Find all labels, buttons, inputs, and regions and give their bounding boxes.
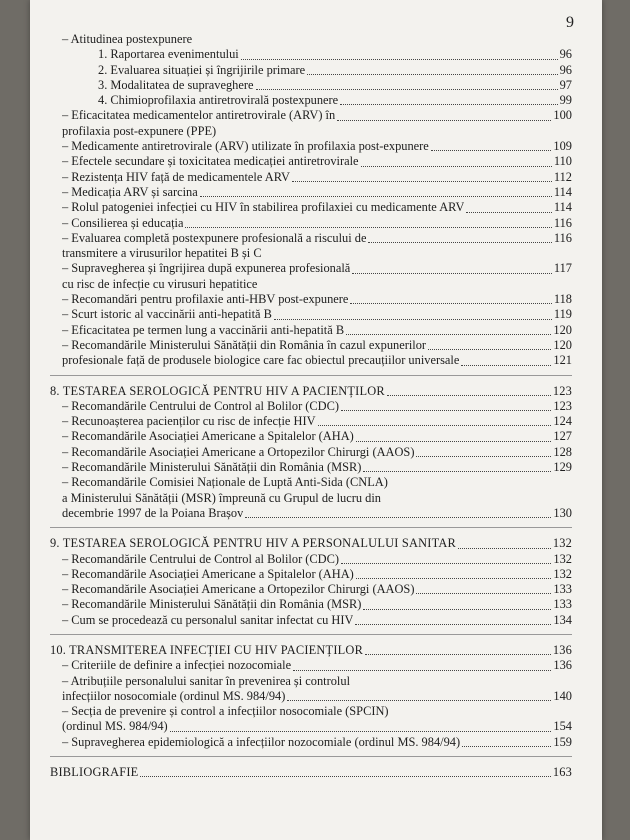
dot-leader: [185, 227, 551, 228]
toc-entry-text: – Medicamente antiretrovirale (ARV) utilizate în profilaxia post-expunere: [62, 139, 429, 154]
toc-entry: [50, 552, 572, 567]
toc-entry: [50, 185, 572, 200]
dot-leader: [287, 700, 551, 701]
toc-page-number: 99: [559, 93, 572, 108]
table-of-contents: [50, 32, 572, 780]
toc-entry-text: – Consilierea și educația: [62, 215, 184, 230]
toc-page-number: 163: [552, 765, 572, 780]
toc-entry: [50, 63, 572, 78]
toc-page-number: 132: [553, 551, 572, 566]
toc-page-number: 100: [553, 108, 572, 123]
toc-entry: [50, 597, 572, 612]
toc-entry-text: – Eficacitatea pe termen lung a vaccinării anti-hepatită B: [62, 322, 345, 337]
toc-entry: [50, 445, 572, 460]
toc-entry: [50, 613, 572, 628]
dot-leader: [307, 74, 557, 75]
toc-entry-text: – Supravegherea epidemiologică a infecțiilor nozocomiale (ordinul MS. 984/94): [62, 734, 461, 749]
section-divider: [50, 756, 572, 757]
toc-page-number: 114: [553, 184, 572, 199]
section-divider: [50, 375, 572, 376]
toc-entry-text: – Medicația ARV și sarcina: [62, 184, 198, 199]
toc-entry: [50, 719, 572, 734]
dot-leader: [341, 563, 551, 564]
toc-entry: [50, 78, 572, 93]
dot-leader: [352, 273, 552, 274]
toc-entry: transmitere a virusurilor hepatitei B și C: [62, 246, 262, 261]
toc-page-number: 117: [553, 261, 572, 276]
toc-entry: [50, 307, 572, 322]
dot-leader: [292, 181, 552, 182]
section-heading: [50, 536, 572, 551]
toc-entry-text: – Scurt istoric al vaccinării anti-hepatită B: [62, 307, 272, 322]
toc-page-number: 109: [553, 139, 572, 154]
dot-leader: [356, 441, 552, 442]
toc-entry: [50, 200, 572, 215]
section-heading: [50, 765, 572, 780]
toc-entry-text: – Recomandările Asociației Americane a Spitalelor (AHA): [62, 429, 354, 444]
dot-leader: [363, 471, 551, 472]
toc-entry-text: profesionale față de produsele biologice care fac obiectul precauțiilor universale: [62, 353, 460, 368]
toc-entry-text: – Recomandările Ministerului Sănătății din România (MSR): [62, 597, 362, 612]
toc-entry: [50, 93, 572, 108]
toc-entry: [50, 292, 572, 307]
toc-page-number: 159: [553, 734, 572, 749]
toc-page-number: 116: [553, 215, 572, 230]
toc-entry-text: – Recomandările Asociației Americane a Ortopezilor Chirurgi (AAOS): [62, 444, 415, 459]
toc-entry-text: – Recomandările Ministerului Sănătății din România (MSR): [62, 460, 362, 475]
toc-entry-text: – Recomandările Ministerului Sănătății din România în cazul expunerilor: [62, 337, 427, 352]
dot-leader: [346, 334, 551, 335]
toc-page-number: 97: [559, 77, 572, 92]
toc-page-number: 127: [553, 429, 572, 444]
toc-entry-text: – Rolul patogeniei infecției cu HIV în stabilirea profilaxiei cu medicamente ARV: [62, 200, 465, 215]
toc-page-number: 133: [553, 597, 572, 612]
toc-page-number: 132: [552, 536, 572, 551]
toc-entry: [50, 735, 572, 750]
book-page: [30, 0, 602, 840]
toc-entry-text: 10. TRANSMITEREA INFECȚIEI CU HIV PACIENȚILOR: [50, 642, 364, 657]
dot-leader: [356, 578, 552, 579]
dot-leader: [462, 746, 551, 747]
toc-entry: – Secția de prevenire și control a infecțiilor nosocomiale (SPCIN): [62, 704, 389, 719]
toc-page-number: 112: [553, 169, 572, 184]
toc-page-number: 114: [553, 200, 572, 215]
toc-entry: [50, 216, 572, 231]
toc-entry: [50, 567, 572, 582]
toc-entry-text: – Criteriile de definire a infecției nozocomiale: [62, 658, 292, 673]
toc-page-number: 110: [553, 154, 572, 169]
dot-leader: [140, 776, 550, 777]
toc-page-number: 118: [553, 292, 572, 307]
toc-entry: profilaxia post-expunere (PPE): [62, 123, 217, 138]
toc-page-number: 132: [553, 566, 572, 581]
toc-entry: [50, 460, 572, 475]
toc-entry: [50, 658, 572, 673]
dot-leader: [355, 624, 551, 625]
toc-entry-text: – Efectele secundare și toxicitatea medicației antiretrovirale: [62, 154, 359, 169]
toc-page-number: 154: [553, 719, 572, 734]
dot-leader: [256, 89, 558, 90]
toc-entry-text: – Rezistența HIV față de medicamentele ARV: [62, 169, 290, 184]
toc-entry: [50, 429, 572, 444]
dot-leader: [466, 212, 551, 213]
toc-entry-text: 9. TESTAREA SEROLOGICĂ PENTRU HIV A PERSONALULUI SANITAR: [50, 536, 456, 551]
dot-leader: [416, 456, 551, 457]
dot-leader: [461, 365, 551, 366]
toc-page-number: 136: [553, 658, 572, 673]
toc-entry: [50, 108, 572, 123]
toc-page-number: 116: [553, 230, 572, 245]
toc-page-number: 123: [553, 398, 572, 413]
dot-leader: [361, 166, 552, 167]
toc-entry-text: – Supravegherea și îngrijirea după expunerea profesională: [62, 261, 351, 276]
toc-entry-text: BIBLIOGRAFIE: [50, 765, 139, 780]
toc-entry-text: – Evaluarea completă postexpunere profesională a riscului de: [62, 230, 367, 245]
toc-entry-text: – Recomandările Asociației Americane a Spitalelor (AHA): [62, 566, 354, 581]
dot-leader: [350, 303, 551, 304]
dot-leader: [318, 425, 552, 426]
toc-entry: [50, 139, 572, 154]
toc-entry-text: – Recomandări pentru profilaxie anti-HBV post-expunere: [62, 292, 349, 307]
toc-entry: [50, 261, 572, 276]
dot-leader: [337, 120, 551, 121]
toc-entry-text: – Recunoașterea pacienților cu risc de infecție HIV: [62, 414, 316, 429]
dot-leader: [245, 517, 551, 518]
dot-leader: [363, 609, 551, 610]
toc-entry-text: 4. Chimioprofilaxia antiretrovirală postexpunere: [98, 93, 339, 108]
toc-entry: [50, 323, 572, 338]
toc-entry: [50, 353, 572, 368]
toc-entry-text: – Recomandările Asociației Americane a Ortopezilor Chirurgi (AAOS): [62, 582, 415, 597]
toc-entry-text: decembrie 1997 de la Poiana Brașov: [62, 505, 244, 520]
toc-page-number: 130: [553, 505, 572, 520]
toc-entry-text: 1. Raportarea evenimentului: [98, 47, 239, 62]
toc-page-number: 140: [553, 688, 572, 703]
toc-entry: – Atribuțiile personalului sanitar în prevenirea și controlul: [62, 673, 351, 688]
toc-entry: [50, 582, 572, 597]
page-number: 9: [566, 14, 574, 31]
toc-entry: [50, 338, 572, 353]
toc-page-number: 123: [552, 383, 572, 398]
toc-entry: [50, 506, 572, 521]
toc-entry-text: – Recomandările Centrului de Control al Bolilor (CDC): [62, 551, 340, 566]
toc-entry: cu risc de infecție cu virusuri hepatitice: [62, 276, 258, 291]
section-heading: [50, 643, 572, 658]
dot-leader: [341, 410, 551, 411]
toc-entry: [50, 154, 572, 169]
dot-leader: [241, 59, 558, 60]
dot-leader: [340, 104, 557, 105]
dot-leader: [274, 319, 552, 320]
dot-leader: [170, 731, 552, 732]
toc-page-number: 128: [553, 444, 572, 459]
toc-entry: a Ministerului Sănătății (MSR) împreună cu Grupul de lucru din: [62, 490, 381, 505]
dot-leader: [293, 670, 551, 671]
toc-entry: [50, 170, 572, 185]
toc-page-number: 129: [553, 460, 572, 475]
section-divider: [50, 634, 572, 635]
toc-page-number: 119: [553, 307, 572, 322]
toc-entry: – Recomandările Comisiei Naționale de Luptă Anti-Sida (CNLA): [62, 475, 388, 490]
toc-page-number: 124: [553, 414, 572, 429]
toc-entry-text: 2. Evaluarea situației și îngrijirile primare: [98, 62, 306, 77]
toc-page-number: 120: [553, 322, 572, 337]
dot-leader: [387, 395, 551, 396]
toc-entry: [50, 689, 572, 704]
toc-entry: [50, 414, 572, 429]
dot-leader: [416, 593, 551, 594]
dot-leader: [458, 548, 551, 549]
toc-page-number: 121: [553, 353, 572, 368]
toc-page-number: 96: [559, 62, 572, 77]
toc-page-number: 120: [553, 337, 572, 352]
section-divider: [50, 527, 572, 528]
toc-entry: [50, 47, 572, 62]
dot-leader: [200, 196, 552, 197]
dot-leader: [428, 349, 551, 350]
toc-entry-text: 8. TESTAREA SEROLOGICĂ PENTRU HIV A PACIENȚILOR: [50, 383, 385, 398]
toc-entry-text: – Recomandările Centrului de Control al Bolilor (CDC): [62, 398, 340, 413]
toc-entry: [50, 399, 572, 414]
toc-page-number: 133: [553, 582, 572, 597]
toc-entry-text: – Eficacitatea medicamentelor antiretrovirale (ARV) în: [62, 108, 336, 123]
toc-entry-text: infecțiilor nosocomiale (ordinul MS. 984/94): [62, 688, 286, 703]
dot-leader: [431, 150, 552, 151]
toc-page-number: 136: [552, 642, 572, 657]
toc-entry-text: (ordinul MS. 984/94): [62, 719, 168, 734]
toc-page-number: 96: [559, 47, 572, 62]
dot-leader: [365, 654, 551, 655]
section-heading: [50, 384, 572, 399]
toc-entry: [50, 231, 572, 246]
toc-page-number: 134: [553, 612, 572, 627]
toc-entry: – Atitudinea postexpunere: [62, 32, 193, 46]
dot-leader: [368, 242, 551, 243]
toc-entry-text: – Cum se procedează cu personalul sanitar infectat cu HIV: [62, 612, 354, 627]
toc-entry-text: 3. Modalitatea de supraveghere: [98, 77, 254, 92]
